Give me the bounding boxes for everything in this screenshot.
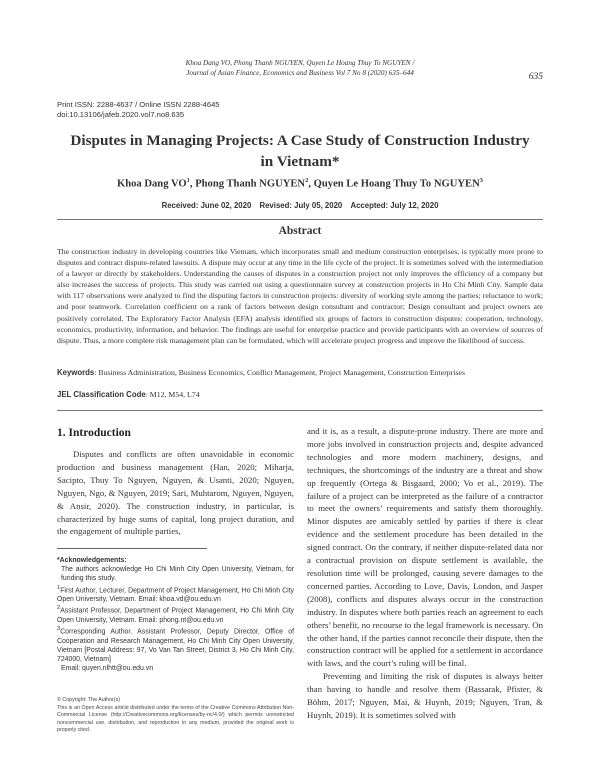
intro-paragraph-2: and it is, as a result, a dispute-prone industry. There are more and more jobs involved in construction projects and, despite advanced technologies and more modern machinery, designs, and techniques, the shortcomings of the industry are a threat and show up frequently (Ortega & Bisgaard, 2000; Vo et al., 2019). The failure of a project can be interpreted as the failure of a contractor to meet the owners’ requirements and satisfy them thoroughly. Minor disputes are amicably settled by parties if there is clear evidence and the settlement procedure has been detailed in the signed contract. On the contrary, if neither dispute-related data nor a contractual provision on dispute settlement is available, the resolution time will be prolonged, causing severe damages to the concerned parties. According to Love, Davis, London, and Jasper (2008), conflicts and disputes always occur in the construction industry. In disputes where both parties reach an agreement to each others’ benefit, no recourse to the legal framework is necessary. On the other hand, if the parties cannot reconcile their dispute, then the construction contract will be applied for a settlement in accordance with laws, and the court’s ruling will be final.: [307, 426, 543, 669]
footnote-3-mark: 3: [57, 626, 61, 633]
author-1: Khoa Dang VO: [116, 178, 187, 190]
author-2: Phong Thanh NGUYEN: [195, 178, 306, 190]
issn-block: [57, 100, 220, 120]
running-header: [150, 58, 450, 78]
section-heading: 1. Introduction: [57, 427, 131, 439]
divider-bottom: [57, 410, 543, 411]
divider-top: [57, 219, 543, 220]
running-header-authors: Khoa Dang VO, Phong Thanh NGUYEN, Quyen Le Hoang Thuy To NGUYEN /: [185, 59, 415, 67]
doi: doi:10.13106/jafeb.2020.vol7.no8.635: [57, 110, 185, 119]
publication-dates: [60, 201, 540, 210]
author-list: Khoa Dang $VO^1$, Phong Thanh NGUYEN$^2$, Quyen Le Hoang Thuy To NGUYEN$^3$: [116, 177, 484, 190]
abstract-heading: Abstract: [278, 225, 322, 237]
footnotes: [57, 556, 294, 673]
copyright-notice: [57, 697, 294, 735]
author-3-affil: 3: [479, 177, 484, 184]
revised-date: Revised: July 05, 2020: [259, 201, 343, 210]
column-right: [307, 425, 543, 722]
jel-text: : M12, M54, L74: [145, 390, 200, 399]
intro-paragraph-3: Preventing and limiting the risk of disputes is always better than having to handle and resolve them (Bassarak, Pfister, & Böhm, 2017; Nguyen, Mai, & Huynh, 2019; Nguyen, Tran, & Huynh, 2019). It is sometimes solved with: [307, 671, 543, 720]
footnote-1-text: First Author, Lecturer, Department of Project Management, Ho Chi Minh City Open University, Vietnam. Email: khoa.vd@ou.edu.vn: [57, 586, 294, 604]
footnote-1: [57, 584, 294, 605]
footnote-3: [57, 625, 294, 664]
ack-label: *Acknowledgements:: [57, 557, 127, 564]
copyright-line: © Copyright: The Author(s): [57, 697, 120, 703]
author-2-affil: 2: [305, 177, 309, 184]
footnote-3-email: Email: quyen.nlhtt@ou.edu.vn: [61, 665, 154, 673]
paper-title: Disputes in Managing Projects: A Case Study of Construction Industry in Vietnam*: [70, 132, 530, 170]
footnote-rule: [57, 548, 207, 549]
page-number: 635: [528, 72, 543, 82]
received-date: Received: June 02, 2020: [161, 201, 252, 210]
jel-label: JEL Classification Code: [57, 390, 146, 399]
author-1-affil: 1: [186, 177, 190, 184]
footnote-2-text: Assistant Professor, Department of Project Management, Ho Chi Minh City Open University, Vietnam. Email: phong.nt@ou.edu.vn: [57, 607, 294, 624]
license-text: This is an Open Access article distributed under the terms of the Creative Commons Attribution Non-Commercial License (http://Creativecommons.org/licenses/by-nc/4.0/) which permits unrestricted noncommercial use, distribution, and reproduction in any medium, provided the original work is properly cited.: [57, 704, 294, 733]
issn: Print ISSN: 2288-4637 / Online ISSN 2288-4645: [57, 100, 220, 109]
intro-paragraph-1: Disputes and conflicts are often unavoidable in economic production and business management (Han, 2020; Miharja, Sacipto, Thuy To Nguyen, Nguyen, & Usanti, 2020; Nguyen, Nguyen, Ngo, & Nguyen, 2019; Sari, Muhtarom, Nguyen, Nguyen, & Ansir, 2020). The construction industry, in particular, is characterized by huge sums of capital, long project duration, and the engagement of multiple parties,: [57, 449, 294, 537]
jel-codes: [57, 390, 543, 399]
accepted-date: Accepted: July 12, 2020: [350, 201, 439, 210]
footnote-2-mark: 2: [57, 605, 61, 612]
footnote-3-text: Corresponding Author. Assistant Professor, Deputy Director, Office of Cooperation and Research Management, Ho Chi Minh City Open University, Vietnam [Postal Address: 97, Vo Van Tan Street, District 3, Ho Chi Minh City, 724000, Vietnam]: [57, 628, 294, 663]
abstract-text: The construction industry in developing countries like Vietnam, which incorporates small and medium construction enterprises, is typically more prone to disputes and contract dispute-related lawsuits. A dispute may occur at any time in the life cycle of the project. It is sometimes solved with the intermediation of a lawyer or directly by stakeholders. Understanding the causes of disputes in a construction project not only improves the efficiency of a company but also increases the success of projects. This study was carried out using a questionnaire survey at construction projects in Ho Chi Minh City. Sample data with 117 observations were analyzed to find the disputing factors in construction projects: diversity of working style among the parties; reluctance to work; and poor teamwork. Correlation coefficient on a rank of factors between design consultant and contractor; Design consultant and project owners are positively correlated. The Exploratory Factor Analysis (EFA) analysis identified six groups of factors in construction disputes: cooperation, technology, economics, productivity, information, and behavior. The findings are useful for enterprise practice and provide participants with an overview of sources of dispute. Thus, a more complete risk management plan can be formulated, which will accelerate project progress and improve the likelihood of success.: [57, 247, 543, 345]
footnote-1-mark: 1: [57, 584, 61, 591]
keywords-text: : Business Administration, Business Economics, Conflict Management, Project Management, Construction Enterprises: [94, 368, 465, 377]
ack-text: The authors acknowledge Ho Chi Minh City Open University, Vietnam, for funding this study.: [61, 566, 294, 583]
running-header-journal: Journal of Asian Finance, Economics and Business Vol 7 No 8 (2020) 635–644: [186, 69, 414, 77]
keywords: [57, 368, 543, 377]
column-left: [57, 448, 294, 538]
author-3: Quyen Le Hoang Thuy To NGUYEN: [313, 178, 480, 190]
footnote-2: [57, 604, 294, 625]
keywords-label: Keywords: [57, 368, 95, 377]
